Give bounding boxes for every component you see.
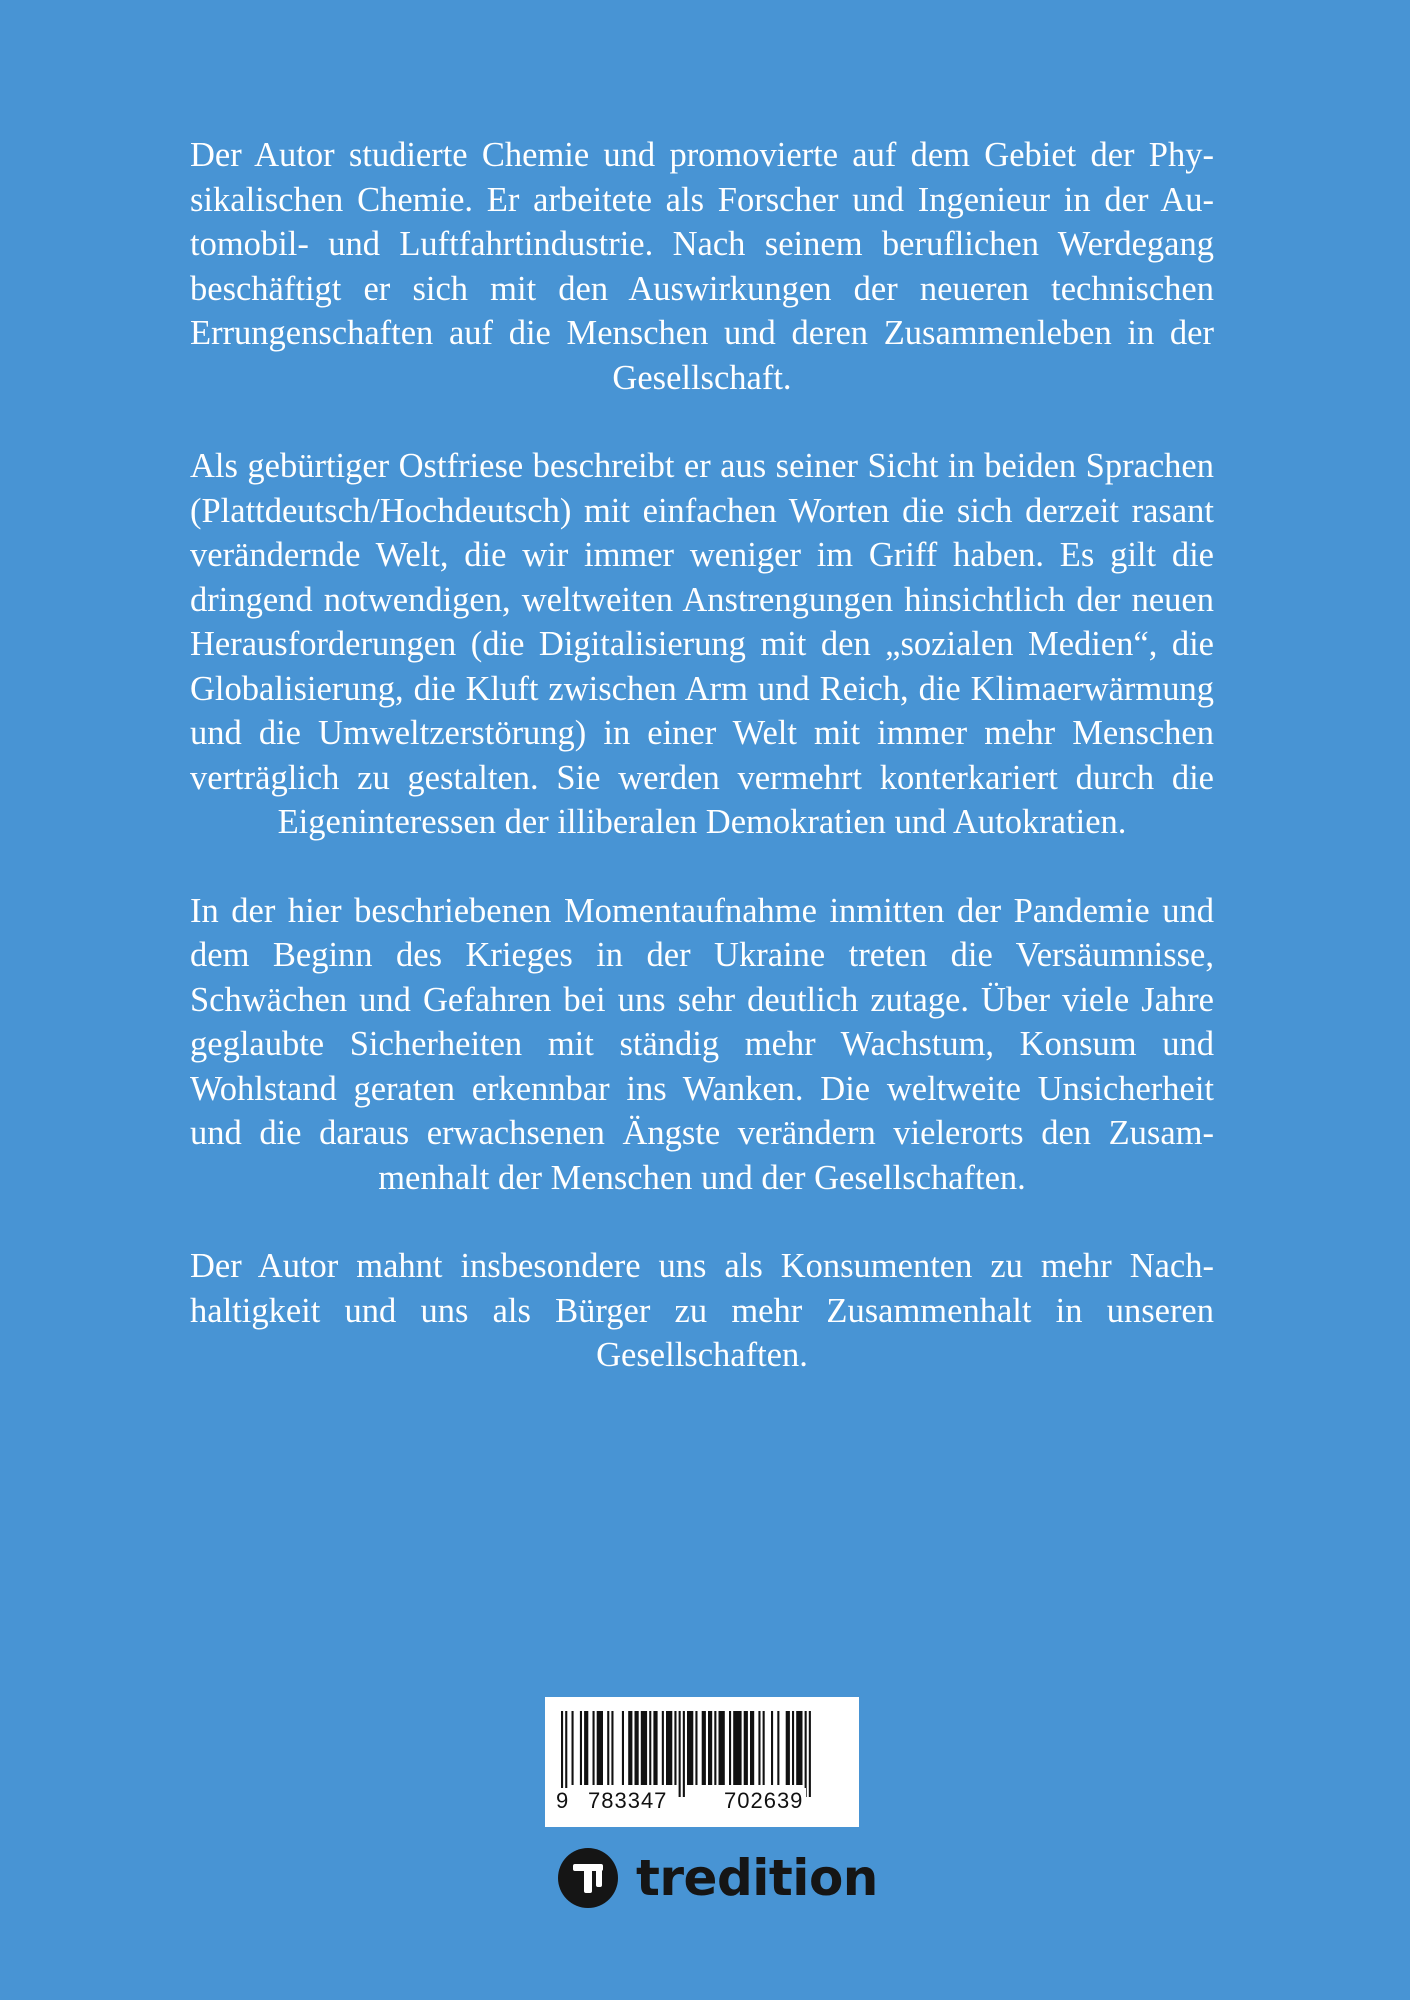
barcode-left-digits: 783347 <box>585 1788 670 1814</box>
blurb-paragraph-appeal: Der Autor mahnt insbesondere uns als Konsumenten zu mehr Nachhaltigkeit und uns als Bürger zu mehr Zusammenhalt in unseren Gesellschaften. <box>190 1247 1214 1374</box>
blurb-paragraph-author-background: Der Autor studierte Chemie und promovierte auf dem Gebiet der Physikalischen Chemie. Er arbeitete als Forscher und Ingenieur in der Automobil- und Luftfahrtindustrie. Nach seinem beruflichen Werdegang beschäftigt er sich mit den Auswirkungen der neueren technischen Errungenschaften auf die Menschen und deren Zusammenleben in der Gesellschaft. <box>190 136 1214 397</box>
barcode-right-digits: 702639 <box>721 1788 806 1814</box>
isbn-barcode <box>545 1697 859 1827</box>
barcode-first-digit: 9 <box>553 1788 572 1814</box>
blurb-paragraph-perspective: Als gebürtiger Ostfriese beschreibt er aus seiner Sicht in beiden Sprachen (Plattdeutsch/Hochdeutsch) mit einfachen Worten die sich derzeit rasant verändernde Welt, die wir immer weniger im Griff haben. Es gilt die dringend notwendigen, weltweiten Anstrengungen hinsichtlich der neuen Herausforderungen (die Digitalisierung mit den „sozialen Medien“, die Globalisierung, die Kluft zwischen Arm und Reich, die Klimaerwärmung und die Umweltzerstörung) in einer Welt mit immer mehr Menschen verträglich zu gestalten. Sie werden vermehrt konterkariert durch die Eigeninteressen der illiberalen Demokratien und Autokratien. <box>190 447 1214 841</box>
blurb-paragraph-snapshot: In der hier beschriebenen Momentaufnahme inmitten der Pandemie und dem Beginn des Krieges in der Ukraine treten die Versäumnisse, Schwächen und Gefahren bei uns sehr deutlich zutage. Über viele Jahre geglaubte Sicherheiten mit ständig mehr Wachstum, Konsum und Wohlstand geraten erkennbar ins Wanken. Die weltweite Unsicherheit und die daraus erwachsenen Ängste verändern vielerorts den Zusammenhalt der Menschen und der Gesellschaften. <box>190 891 1214 1197</box>
publisher-name: tredition <box>636 1849 878 1907</box>
back-cover-blurb <box>190 133 1214 1378</box>
publisher-branding <box>558 1848 878 1908</box>
barcode-digits <box>545 1788 859 1818</box>
tredition-logo-icon <box>558 1848 618 1908</box>
barcode-icon <box>557 1711 847 1797</box>
